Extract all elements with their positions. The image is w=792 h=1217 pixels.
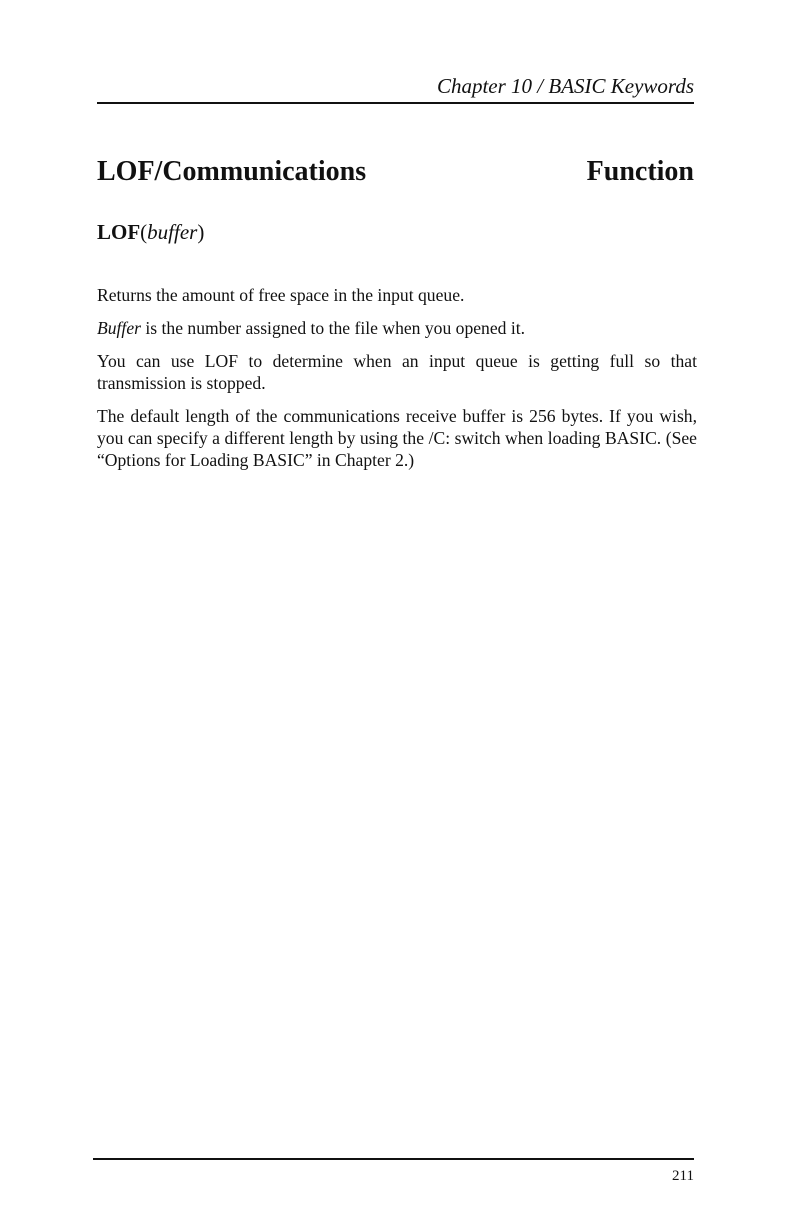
paragraph-usage: You can use LOF to determine when an input queue is getting full so that transmission is stopped. (97, 351, 697, 393)
page-number: 211 (672, 1168, 694, 1184)
paragraph-returns: Returns the amount of free space in the input queue. (97, 285, 465, 305)
entry-name: LOF/Communications (97, 156, 367, 187)
footer-rule (93, 1158, 694, 1160)
paragraph-default-length: The default length of the communications receive buffer is 256 bytes. If you wish, you can specify a different length by using the /C: switch when loading BASIC. (See “Options for Loading BASIC” in Chapter 2.) (97, 406, 697, 470)
header-rule (97, 102, 694, 104)
entry-description (97, 284, 697, 482)
buffer-term: Buffer (97, 318, 141, 338)
syntax-open-paren: ( (140, 220, 148, 244)
entry-type: Function (586, 156, 694, 187)
syntax-argument: buffer (147, 220, 198, 244)
entry-title-row (97, 154, 694, 190)
syntax-close-paren: ) (197, 220, 205, 244)
buffer-description: is the number assigned to the file when you opened it. (140, 318, 526, 338)
syntax-keyword: LOF (97, 220, 141, 244)
syntax-line (97, 218, 204, 246)
paragraph-buffer (97, 317, 697, 339)
running-header: Chapter 10 / BASIC Keywords (436, 74, 694, 98)
